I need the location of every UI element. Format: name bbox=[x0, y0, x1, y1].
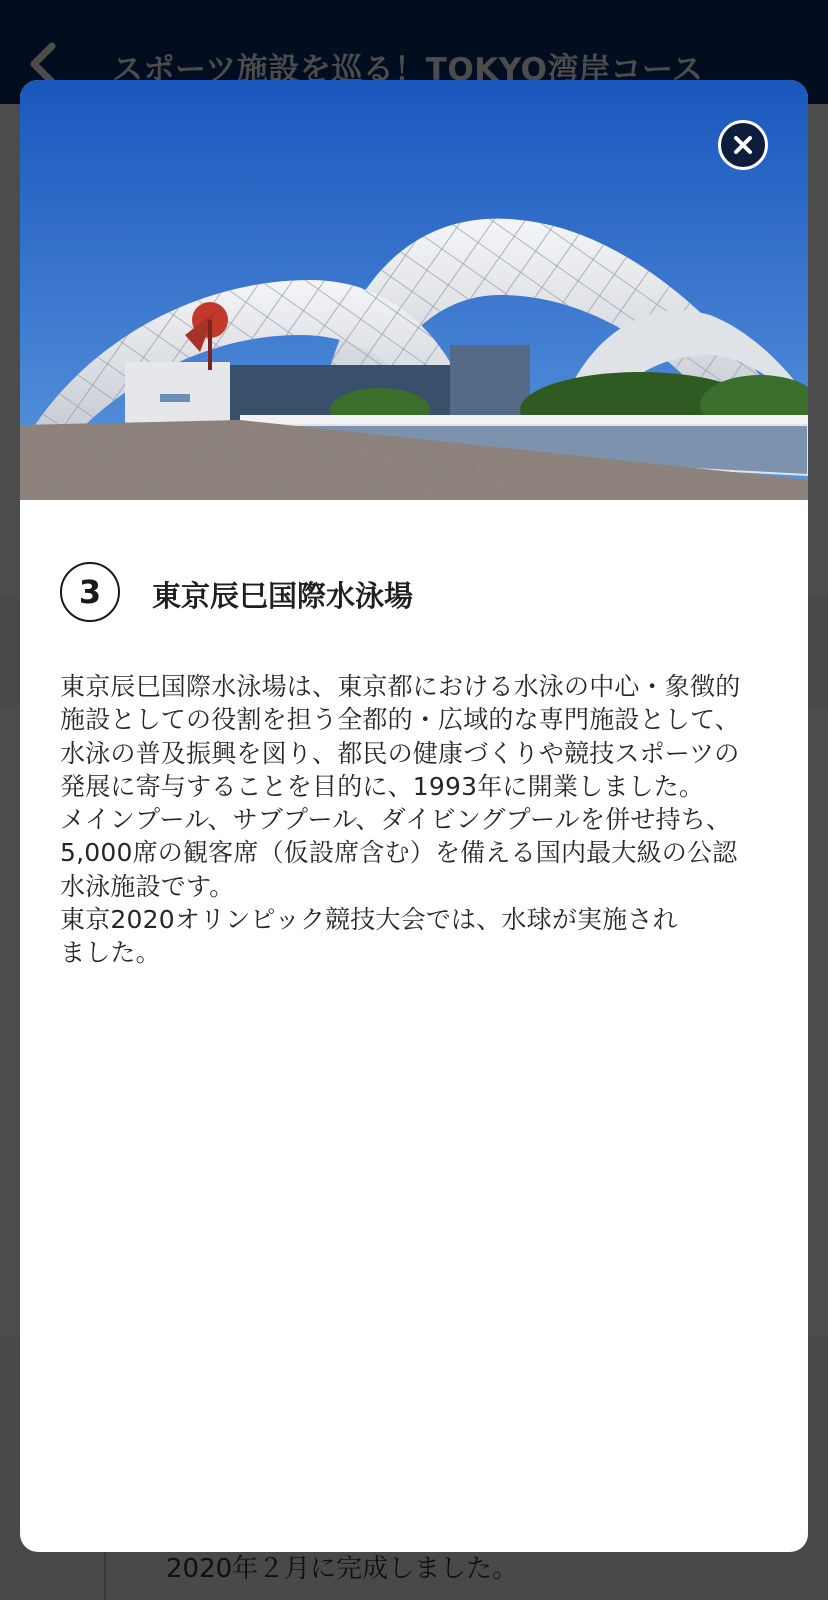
venue-photo bbox=[20, 80, 808, 500]
description-line: 東京辰巳国際水泳場は、東京都における水泳の中心・象徴的 bbox=[60, 672, 741, 701]
close-icon bbox=[721, 123, 765, 167]
description-line: ました。 bbox=[60, 938, 161, 968]
spot-number-badge: 3 bbox=[60, 562, 120, 622]
description-line: メインプール、サブプール、ダイビングプールを併せ持ち、 bbox=[60, 805, 732, 835]
description-line: 水泳施設です。 bbox=[60, 871, 235, 901]
description-line: 発展に寄与することを目的に、1993年に開業しました。 bbox=[60, 771, 705, 801]
close-button[interactable] bbox=[718, 120, 768, 170]
description-line: 施設としての役割を担う全都的・広域的な専門施設として、 bbox=[60, 705, 740, 735]
description-line: 水泳の普及振興を図り、都民の健康づくりや競技スポーツの bbox=[60, 738, 740, 768]
description-line: 東京2020オリンピック競技大会では、水球が実施され bbox=[60, 905, 678, 935]
venue-title: 東京辰巳国際水泳場 bbox=[152, 579, 414, 613]
venue-description bbox=[60, 670, 772, 970]
venue-modal bbox=[20, 80, 808, 1552]
description-line: 5,000席の観客席（仮設席含む）を備える国内最大級の公認 bbox=[60, 838, 738, 868]
